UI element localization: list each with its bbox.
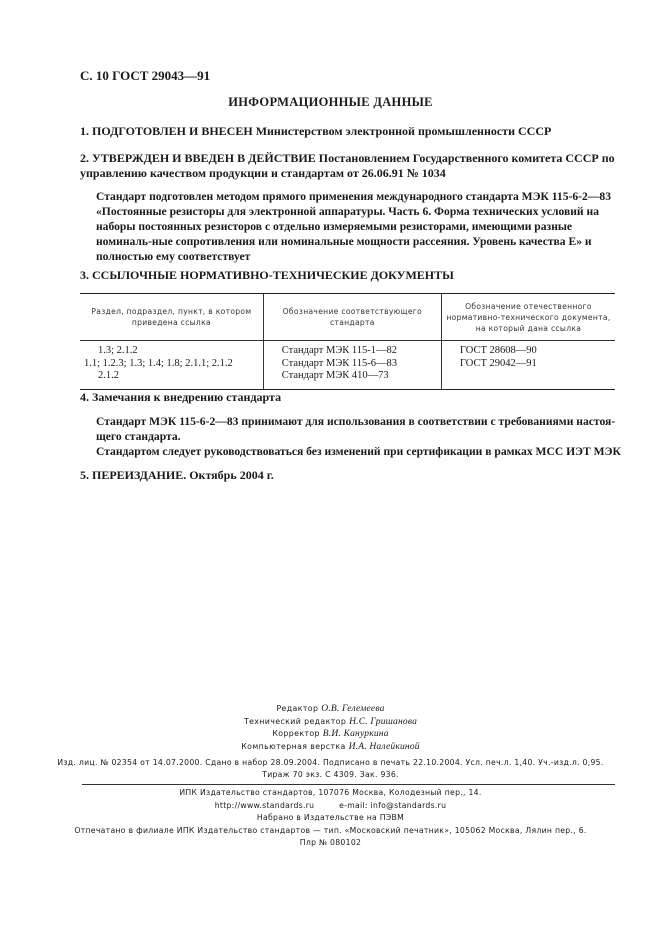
credits-block bbox=[0, 703, 661, 753]
section-5-number: 5. bbox=[80, 468, 89, 482]
credit-label: Редактор bbox=[276, 704, 319, 713]
page-title: ИНФОРМАЦИОННЫЕ ДАННЫЕ bbox=[228, 95, 433, 109]
publisher-line: Отпечатано в филиале ИПК Издательство стандартов — тип. «Московский печатник», 105062 Москва, Лялин пер., 6. bbox=[74, 825, 587, 835]
publisher-email-link[interactable]: e-mail: info@standards.ru bbox=[339, 800, 447, 810]
table-header-standard: Обозначение соответствующего стандарта bbox=[263, 294, 441, 341]
section-4 bbox=[80, 390, 620, 405]
section-4-paragraph-2: Стандартом следует руководствоваться без изменений при сертификации в рамках МСС ИЭТ МЭК bbox=[96, 445, 621, 458]
credit-label: Корректор bbox=[272, 729, 320, 738]
publisher-block bbox=[0, 787, 661, 850]
credit-name: В.И. Кануркина bbox=[322, 729, 389, 739]
table-header-section: Раздел, подраздел, пункт, в котором приведена ссылка bbox=[80, 294, 263, 341]
table-cell-line: Стандарт МЭК 115-1—82 bbox=[281, 345, 397, 356]
credit-corrector bbox=[0, 728, 661, 741]
section-1-text: Министерством электронной промышленности СССР bbox=[255, 124, 552, 138]
section-2-heading: УТВЕРЖДЕН И ВВЕДЕН В ДЕЙСТВИЕ bbox=[92, 151, 316, 165]
publisher-website-link[interactable]: http://www.standards.ru bbox=[214, 800, 315, 810]
table-cell-line: 1.3; 2.1.2 bbox=[98, 345, 138, 356]
table-cell-sections bbox=[80, 341, 263, 390]
section-4-paragraph-1: Стандарт МЭК 115-6-2—83 принимают для использования в соответствии с требованиями настоя-щего стандарта. bbox=[96, 415, 616, 443]
publisher-line: Плр № 080102 bbox=[299, 838, 362, 848]
section-3 bbox=[80, 268, 620, 283]
credit-name: И.А. Налейкиной bbox=[348, 741, 420, 752]
table-header-national-doc: Обозначение отечественного нормативно-технического документа, на который дана ссылка bbox=[441, 294, 615, 341]
table-cell-line: 2.1.2 bbox=[98, 370, 119, 381]
credit-label: Технический редактор bbox=[243, 716, 347, 726]
page-header: С. 10 ГОСТ 29043—91 bbox=[80, 68, 211, 83]
table-header-row bbox=[80, 294, 615, 341]
publisher-line: Набрано в Издательстве на ПЭВМ bbox=[256, 813, 405, 823]
section-3-number: 3. bbox=[80, 268, 89, 282]
imprint-block bbox=[0, 757, 661, 781]
table-cell-line: Стандарт МЭК 115-6—83 bbox=[281, 357, 397, 369]
credit-name: Н.С. Гришанова bbox=[349, 716, 418, 727]
table-cell-national-docs bbox=[441, 341, 615, 390]
section-2 bbox=[80, 151, 620, 181]
table-row bbox=[80, 341, 615, 390]
references-table bbox=[80, 293, 615, 390]
section-2-number: 2. bbox=[80, 151, 89, 165]
section-4-number: 4. bbox=[80, 390, 89, 404]
imprint-line: Изд. лиц. № 02354 от 14.07.2000. Сдано в набор 28.09.2004. Подписано в печать 22.10.2004. Усл. печ.л. 1,40. Уч.-изд.л. 0,95. bbox=[57, 758, 604, 767]
section-4-heading: Замечания к внедрению стандарта bbox=[92, 390, 282, 404]
table-cell-line: ГОСТ 28608—90 bbox=[459, 345, 537, 356]
credit-label: Компьютерная верстка bbox=[241, 741, 346, 751]
section-5 bbox=[80, 468, 620, 483]
section-1-heading: ПОДГОТОВЛЕН И ВНЕСЕН bbox=[92, 124, 253, 138]
section-2-paragraph: Стандарт подготовлен методом прямого применения международного стандарта МЭК 115-6-2—83 «Постоянные резисторы для электронной аппаратуры. Часть 6. Форма технических условий на наборы постоянных резисторов с отдельно измеряемыми резисторами, имеющими разные номиналь-ные сопротивления или номинальные мощности рассеяния. Уровень качества Е» и полностью ему соответствует bbox=[96, 190, 612, 263]
imprint-line: Тираж 70 экз. С 4309. Зак. 936. bbox=[262, 770, 399, 779]
credit-editor bbox=[0, 703, 661, 716]
table-cell-line: Стандарт МЭК 410—73 bbox=[281, 370, 389, 381]
section-1 bbox=[80, 124, 620, 139]
credit-tech-editor bbox=[0, 716, 661, 729]
section-1-number: 1. bbox=[80, 124, 89, 138]
divider bbox=[82, 784, 615, 785]
table-cell-standards bbox=[263, 341, 441, 390]
credit-name: О.В. Гелемеева bbox=[321, 704, 385, 714]
table-cell-line: ГОСТ 29042—91 bbox=[459, 357, 537, 369]
table-cell-line: 1.1; 1.2.3; 1.3; 1.4; 1.8; 2.1.1; 2.1.2 bbox=[84, 357, 233, 369]
publisher-contacts bbox=[0, 800, 661, 813]
credit-layout bbox=[0, 741, 661, 754]
publisher-line: ИПК Издательство стандартов, 107076 Москва, Колодезный пер., 14. bbox=[179, 788, 482, 797]
section-5-heading: ПЕРЕИЗДАНИЕ. Октябрь 2004 г. bbox=[92, 468, 274, 482]
section-3-heading: ССЫЛОЧНЫЕ НОРМАТИВНО-ТЕХНИЧЕСКИЕ ДОКУМЕНТЫ bbox=[92, 268, 454, 282]
section-2-text: Постановлением Государственного комитета СССР по управлению качеством продукции и стандартам от 26.06.91 № 1034 bbox=[80, 151, 615, 180]
